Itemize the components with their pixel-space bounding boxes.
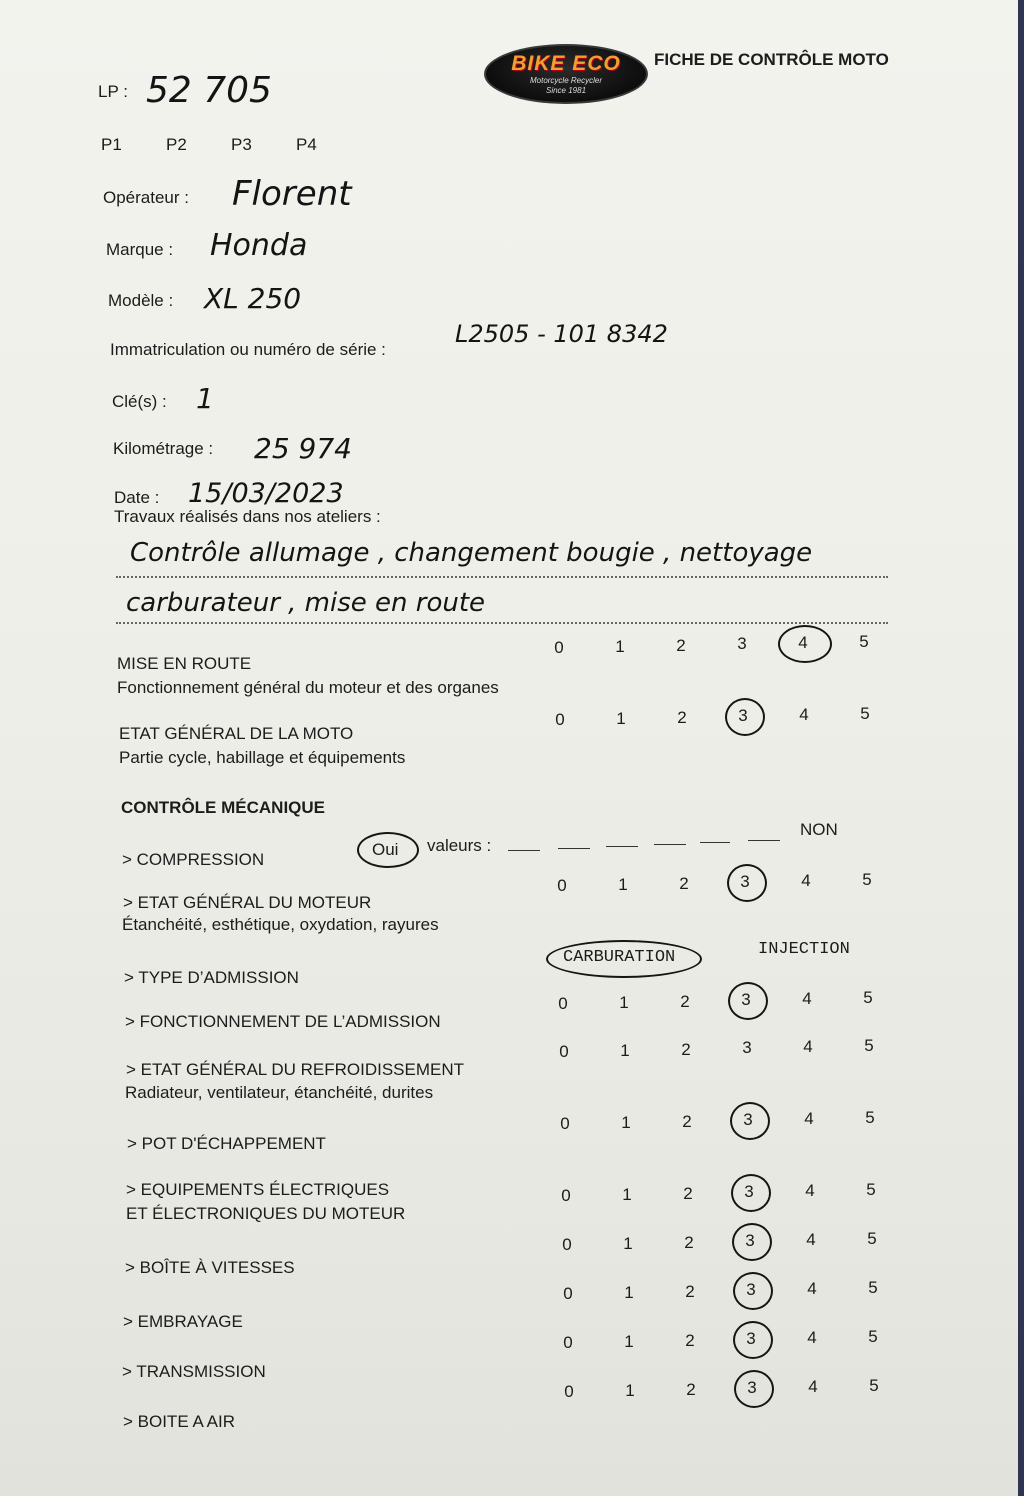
boite-vitesses-scale-option-2: 2 [684,1232,694,1252]
refroidissement-scale-option-5: 5 [864,1036,874,1055]
embrayage-scale-option-0: 0 [563,1284,573,1303]
pot-echappement-scale-option-0: 0 [560,1114,570,1133]
etat-moteur-scale-option-1: 1 [618,874,628,894]
etat-moteur-scale-option-2: 2 [679,873,689,893]
equipements-scale-option-1: 1 [622,1184,632,1204]
fonctionnement-admission-scale-option-4: 4 [802,989,812,1009]
transmission-scale-option-1: 1 [624,1331,634,1351]
etat-moteur-scale-option-4: 4 [801,871,811,891]
mise-en-route-scale-option-0: 0 [554,638,564,657]
registration-label: Immatriculation ou numéro de série : [110,340,386,359]
boite-air-scale-option-2: 2 [686,1379,696,1399]
mileage-value: 25 974 [254,432,352,465]
brand-value: Honda [210,228,308,263]
boite-air-scale-option-4: 4 [808,1377,818,1397]
bike-eco-logo [484,44,648,104]
type-admission-injection: INJECTION [758,940,850,959]
works-line-1 [116,576,888,578]
etat-general-moto-scale-option-5: 5 [860,704,870,723]
fonctionnement-admission-scale-option-3: 3 [741,990,751,1010]
refroidissement-scale-option-4: 4 [803,1037,813,1057]
etat-moteur-scale-option-0: 0 [557,876,567,895]
equipements-scale-option-4: 4 [805,1181,815,1201]
boite-air-scale-selected-circle [734,1370,774,1408]
boite-air-scale-option-1: 1 [625,1380,635,1400]
compression-value-blank-3 [606,846,638,847]
boite-vitesses-scale-option-3: 3 [745,1231,755,1251]
refroidissement-scale-option-3: 3 [742,1038,752,1058]
boite-vitesses-scale-option-4: 4 [806,1230,816,1250]
equipements-scale-option-2: 2 [683,1183,693,1203]
model-label: Modèle : [108,291,174,310]
etat-general-moto-scale-option-4: 4 [799,705,809,725]
compression-title: > COMPRESSION [122,850,265,869]
boite-air-scale-option-5: 5 [869,1376,879,1395]
refroidissement-scale-option-1: 1 [620,1040,630,1060]
logo-brand: BIKE ECO [511,52,621,75]
position-p3: P3 [231,135,252,154]
logo-tagline: Motorcycle Recycler [529,76,602,85]
compression-no: NON [800,820,838,839]
embrayage-scale-option-5: 5 [868,1278,878,1297]
pot-echappement-scale-option-2: 2 [682,1111,692,1131]
pot-echappement-scale-selected-circle [730,1102,770,1140]
transmission-scale-option-3: 3 [746,1329,756,1349]
etat-general-moto-scale-option-3: 3 [738,706,748,726]
keys-value: 1 [196,382,214,415]
etat-general-moto-scale-option-1: 1 [616,708,626,728]
refroidissement-title: > ETAT GÉNÉRAL DU REFROIDISSEMENT [126,1060,465,1079]
works-text-1: Contrôle allumage , changement bougie , nettoyage [130,538,813,568]
etat-general-moto-scale-option-2: 2 [677,707,687,727]
mise-en-route-scale-option-2: 2 [676,635,686,655]
etat-moteur-scale-option-5: 5 [862,870,872,889]
refroidissement-scale-option-0: 0 [559,1042,569,1061]
sheet-title: FICHE DE CONTRÔLE MOTO [654,50,889,69]
mise-en-route-scale-option-1: 1 [615,636,625,656]
etat-general-moto-subtitle: Partie cycle, habillage et équipements [119,748,406,767]
compression-value-blank-1 [508,850,540,851]
model-value: XL 250 [204,282,302,315]
etat-general-moto-scale-option-0: 0 [555,710,565,729]
pot-echappement-title: > POT D'ÉCHAPPEMENT [127,1134,326,1153]
mise-en-route-scale-option-4: 4 [798,633,808,653]
compression-yes: Oui [372,840,399,859]
equipements-subtitle: ET ÉLECTRONIQUES DU MOTEUR [126,1204,406,1223]
type-admission-carburation: CARBURATION [563,948,676,967]
embrayage-title: > EMBRAYAGE [123,1312,243,1331]
date-label: Date : [114,488,160,507]
embrayage-scale-option-4: 4 [807,1279,817,1299]
boite-vitesses-scale-option-0: 0 [562,1235,572,1254]
embrayage-scale-option-2: 2 [685,1281,695,1301]
etat-moteur-scale-selected-circle [727,864,767,902]
boite-vitesses-title: > BOÎTE À VITESSES [125,1258,295,1277]
position-p1: P1 [101,135,122,154]
operator-value: Florent [232,174,352,214]
boite-vitesses-scale-selected-circle [732,1223,772,1261]
transmission-scale-option-0: 0 [563,1333,573,1352]
equipements-title: > EQUIPEMENTS ÉLECTRIQUES [126,1180,390,1199]
compression-value-blank-4 [654,844,686,845]
fonctionnement-admission-scale-option-5: 5 [863,988,873,1007]
mise-en-route-scale-option-5: 5 [859,632,869,651]
mise-en-route-title: MISE EN ROUTE [117,654,252,673]
lp-value: 52 705 [146,70,272,111]
compression-value-blank-2 [558,848,590,849]
operator-label: Opérateur : [103,188,189,207]
transmission-scale-option-2: 2 [685,1330,695,1350]
date-value: 15/03/2023 [188,478,344,509]
works-line-2 [116,622,888,624]
type-admission-title: > TYPE D’ADMISSION [124,968,299,987]
boite-air-scale-option-0: 0 [564,1382,574,1401]
pot-echappement-scale-option-1: 1 [621,1112,631,1132]
etat-moteur-subtitle: Étanchéité, esthétique, oxydation, rayures [122,915,439,934]
equipements-scale-selected-circle [731,1174,771,1212]
pot-echappement-scale-option-5: 5 [865,1108,875,1127]
refroidissement-subtitle: Radiateur, ventilateur, étanchéité, durites [125,1083,434,1102]
transmission-scale-option-4: 4 [807,1328,817,1348]
equipements-scale-option-0: 0 [561,1186,571,1205]
fonctionnement-admission-scale-option-2: 2 [680,991,690,1011]
boite-air-scale-option-3: 3 [747,1378,757,1398]
embrayage-scale-option-1: 1 [624,1282,634,1302]
compression-values-label: valeurs : [427,836,492,855]
type-admission-carburation-circle [546,940,702,978]
etat-moteur-title: > ETAT GÉNÉRAL DU MOTEUR [123,893,372,912]
fonctionnement-admission-scale-option-0: 0 [558,994,568,1013]
mileage-label: Kilométrage : [113,439,214,458]
lp-label: LP : [98,82,128,101]
brand-label: Marque : [106,240,174,259]
pot-echappement-scale-option-4: 4 [804,1109,814,1129]
position-p2: P2 [166,135,187,154]
fonctionnement-admission-scale-option-1: 1 [619,992,629,1012]
transmission-title: > TRANSMISSION [122,1362,266,1381]
etat-general-moto-scale-selected-circle [725,698,765,736]
embrayage-scale-selected-circle [733,1272,773,1310]
equipements-scale-option-3: 3 [744,1182,754,1202]
embrayage-scale-option-3: 3 [746,1280,756,1300]
fonctionnement-admission-title: > FONCTIONNEMENT DE L’ADMISSION [125,1012,441,1031]
etat-moteur-scale-option-3: 3 [740,872,750,892]
compression-value-blank-6 [748,840,780,841]
logo-since: Since 1981 [545,86,587,95]
mise-en-route-scale-option-3: 3 [737,634,747,654]
compression-value-blank-5 [700,842,730,843]
etat-general-moto-title: ETAT GÉNÉRAL DE LA MOTO [119,724,354,743]
fonctionnement-admission-scale-selected-circle [728,982,768,1020]
boite-vitesses-scale-option-5: 5 [867,1229,877,1248]
works-label: Travaux réalisés dans nos ateliers : [114,507,381,526]
mise-en-route-subtitle: Fonctionnement général du moteur et des organes [117,678,499,697]
pot-echappement-scale-option-3: 3 [743,1110,753,1130]
equipements-scale-option-5: 5 [866,1180,876,1199]
mise-en-route-scale-selected-circle [778,625,832,663]
position-p4: P4 [296,135,317,154]
works-text-2: carburateur , mise en route [126,588,486,618]
boite-vitesses-scale-option-1: 1 [623,1233,633,1253]
registration-value: L2505 - 101 8342 [455,320,668,348]
transmission-scale-option-5: 5 [868,1327,878,1346]
mechanical-section-title: CONTRÔLE MÉCANIQUE [121,798,325,817]
keys-label: Clé(s) : [112,392,167,411]
boite-air-title: > BOITE A AIR [123,1412,235,1431]
transmission-scale-selected-circle [733,1321,773,1359]
refroidissement-scale-option-2: 2 [681,1039,691,1059]
compression-yes-circle [357,832,419,868]
